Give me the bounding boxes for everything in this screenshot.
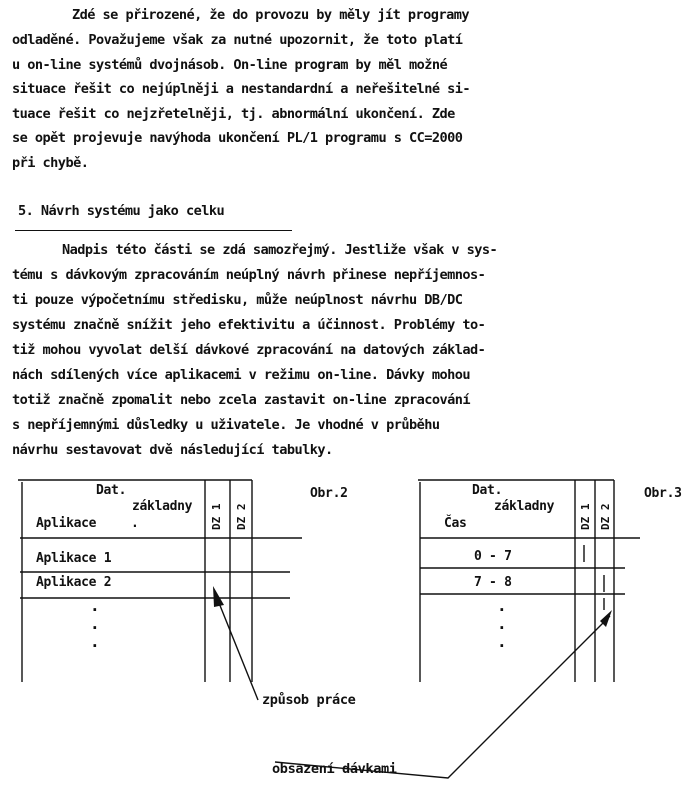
- table1-ellipsis: ·: [90, 600, 100, 619]
- text-line: u on-line systémů dvojnásob. On-line program by měl možné: [12, 57, 448, 73]
- table2-ellipsis: ·: [497, 636, 507, 655]
- arrow1-head: [213, 586, 224, 607]
- text-line: systému značně snížit jeho efektivitu a účinnost. Problémy to-: [12, 317, 486, 333]
- text-line: ti pouze výpočetnímu středisku, může neúplnost návrhu DB/DC: [12, 292, 463, 308]
- text-line: totiž značně zpomalit nebo zcela zastavit on-line zpracování: [12, 392, 471, 408]
- section-heading: 5. Návrh systému jako celku: [18, 203, 225, 219]
- table1-header-line2: základny: [132, 499, 193, 514]
- text-line: při chybě.: [12, 155, 89, 171]
- table2-col2-header: DZ 2: [599, 503, 612, 530]
- text-line: odladěné. Považujeme však za nutné upozornit, že toto platí: [12, 32, 463, 48]
- table2-row: 7 - 8: [474, 575, 512, 590]
- table1-ellipsis: ·: [90, 618, 100, 637]
- table2-row: 0 - 7: [474, 549, 512, 564]
- table1-row: Aplikace 2: [36, 575, 112, 590]
- text-line: Nadpis této části se zdá samozřejmý. Jestliže však v sys-: [62, 242, 498, 258]
- text-line: tému s dávkovým zpracováním neúplný návrh přinese nepříjemnos-: [12, 267, 486, 283]
- table1-row: Aplikace 1: [36, 551, 112, 566]
- table1-ellipsis: ·: [90, 636, 100, 655]
- annotation-work-mode: způsob práce: [262, 692, 356, 708]
- table1-caption: Obr.2: [310, 486, 348, 501]
- table2-ellipsis: ·: [497, 600, 507, 619]
- table2-caption: Obr.3: [644, 486, 682, 501]
- table1-header-dot: .: [131, 516, 139, 531]
- table1-header-row-label: Aplikace: [36, 516, 97, 531]
- text-line: tiž mohou vyvolat delší dávkové zpracování na datových základ-: [12, 342, 486, 358]
- table2-header-row-label: Čas: [444, 516, 467, 531]
- text-line: se opět projevuje navýhoda ukončení PL/1 programu s CC=2000: [12, 130, 463, 146]
- annotation-batch-occupancy: obsazení dávkami: [272, 761, 397, 777]
- table1-col1-header: DZ 1: [210, 503, 223, 530]
- table2-col1-header: DZ 1: [579, 503, 592, 530]
- text-line: tuace řešit co nejzřetelněji, tj. abnormální ukončení. Zde: [12, 106, 455, 122]
- text-line: nách sdílených více aplikacemi v režimu on-line. Dávky mohou: [12, 367, 471, 383]
- table2-header-line1: Dat.: [472, 483, 503, 498]
- text-line: situace řešit co nejúplněji a nestandardní a neřešitelné si-: [12, 81, 471, 97]
- text-line: Zdé se přirozené, že do provozu by měly jít programy: [72, 7, 469, 23]
- table1-col2-header: DZ 2: [235, 503, 248, 530]
- table2-ellipsis: ·: [497, 618, 507, 637]
- text-line: návrhu sestavovat dvě následující tabulky.: [12, 442, 333, 458]
- table1-header-line1: Dat.: [96, 483, 127, 498]
- text-line: s nepříjemnými důsledky u uživatele. Je vhodné v průběhu: [12, 417, 440, 433]
- table2-header-line2: základny: [494, 499, 555, 514]
